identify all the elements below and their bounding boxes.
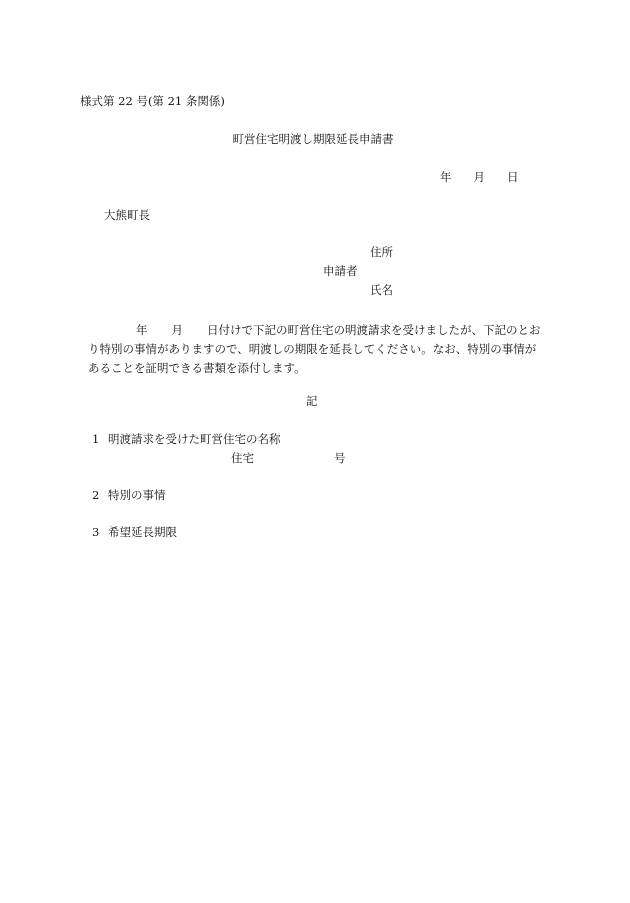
item-number: 1 [92,432,100,446]
list-item [92,490,166,502]
housing-label: 住宅 [231,451,254,465]
name-label: 氏名 [370,283,393,297]
address-label: 住所 [370,245,393,259]
body-line1-rest: 日付けで下記の町営住宅の明渡請求を受けましたが、下記のとお [207,323,541,337]
addressee: 大熊町長 [104,208,150,222]
request-body-line-2: り特別の事情がありますので、明渡しの期限を延長してください。なお、特別の事情が [88,342,537,356]
housing-name-line [231,453,346,465]
list-item [92,527,177,539]
document-title [0,134,630,146]
body-month: 月 [171,323,183,337]
item-label: 特別の事情 [108,488,166,502]
list-item [92,434,281,446]
document-title-text: 町営住宅明渡し期限延長申請書 [232,132,394,146]
date-month: 月 [473,170,485,184]
date-year: 年 [440,170,452,184]
request-body [88,321,548,378]
date-day: 日 [507,170,519,184]
request-body-line-1 [88,321,548,340]
item-label: 明渡請求を受けた町営住宅の名称 [108,432,281,446]
item-number: 2 [92,488,100,502]
request-body-line-3: あることを証明できる書類を添付します。 [88,361,306,375]
item-number: 3 [92,525,100,539]
item-label: 希望延長期限 [108,525,177,539]
housing-number-suffix: 号 [334,451,346,465]
applicant-label: 申請者 [323,264,358,278]
form-number: 様式第 22 号(第 21 条関係) [80,94,225,108]
body-year: 年 [136,323,148,337]
application-date [440,172,519,184]
ki-heading: 記 [306,394,318,408]
